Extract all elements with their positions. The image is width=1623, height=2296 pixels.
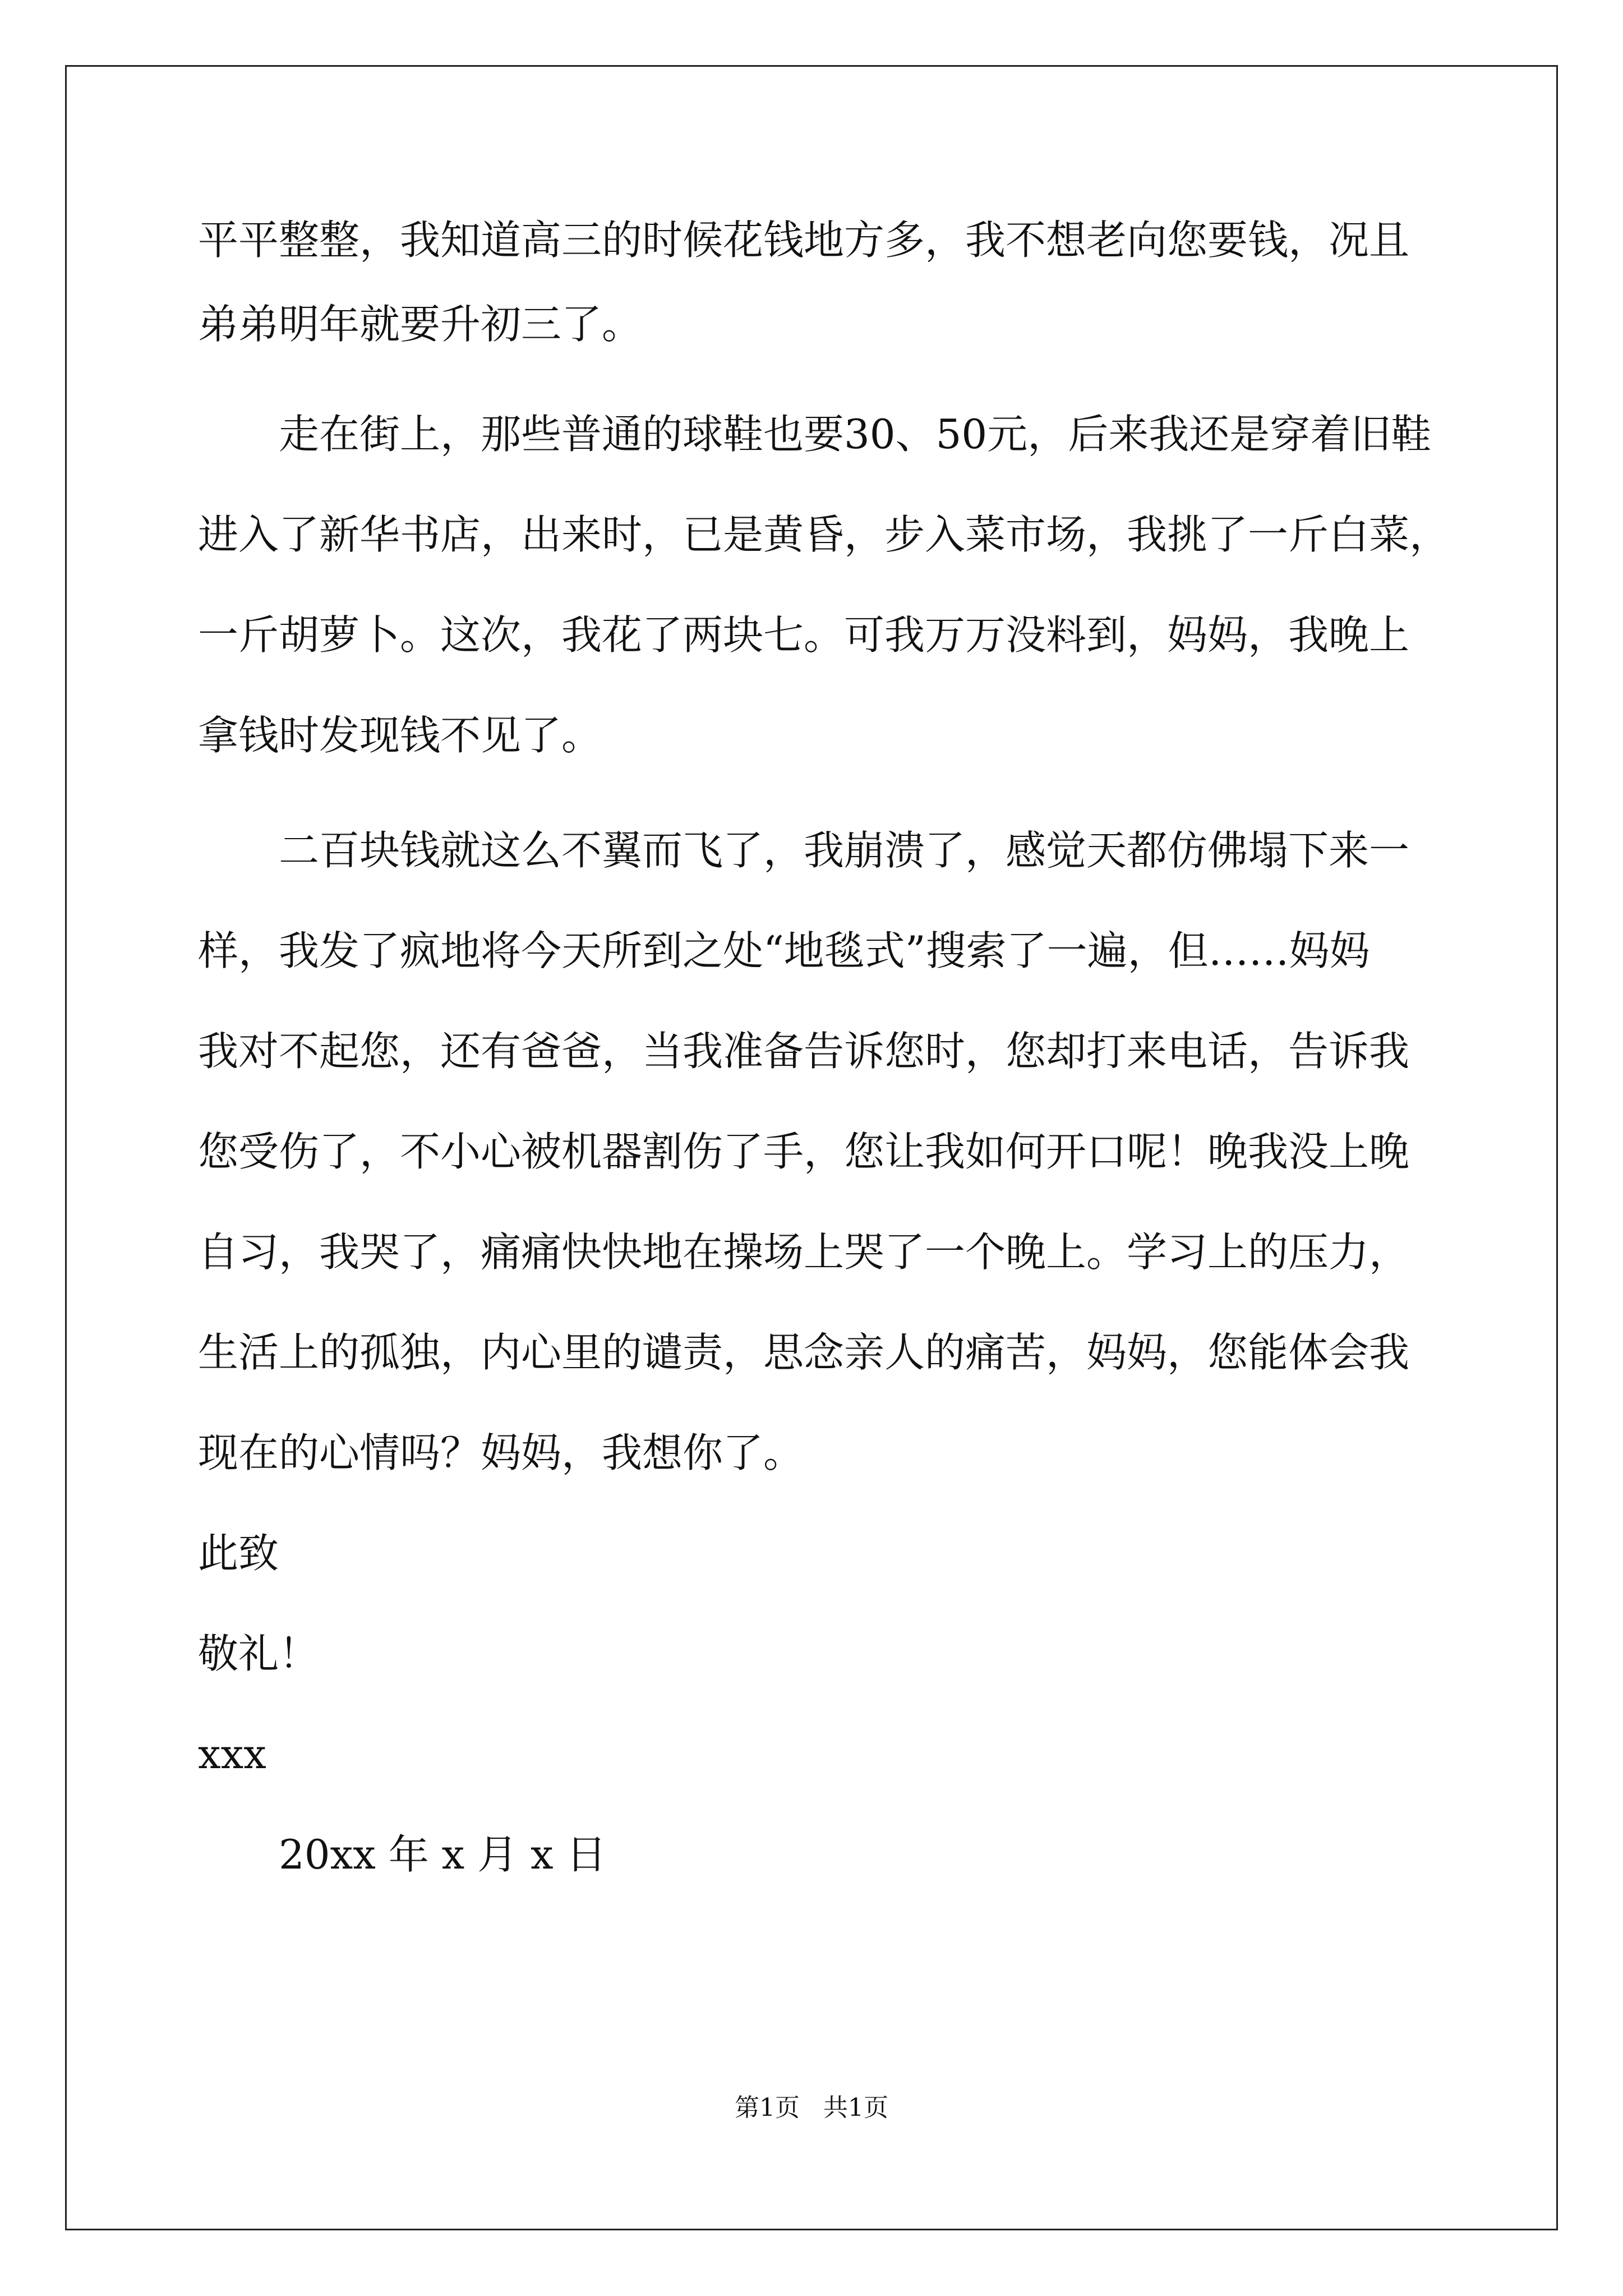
text-line: 拿钱时发现钱不见了。	[198, 712, 602, 759]
paragraph-start-line: 二百块钱就这么不翼而飞了，我崩溃了，感觉天都仿佛塌下来一	[279, 827, 1410, 874]
text-line: 自习，我哭了，痛痛快快地在操场上哭了一个晚上。学习上的压力，	[198, 1228, 1410, 1276]
paragraph-start-line: 走在街上，那些普通的球鞋也要30、50元，后来我还是穿着旧鞋	[279, 411, 1432, 458]
text-line: 您受伤了，不小心被机器割伤了手，您让我如何开口呢！晚我没上晚	[198, 1128, 1410, 1175]
text-line: 平平整整，我知道高三的时候花钱地方多，我不想老向您要钱，况且	[198, 217, 1410, 264]
salute-line: 敬礼！	[198, 1630, 320, 1677]
text-line: 我对不起您，还有爸爸，当我准备告诉您时，您却打来电话，告诉我	[198, 1028, 1410, 1075]
text-line: 一斤胡萝卜。这次，我花了两块七。可我万万没料到，妈妈，我晚上	[198, 611, 1410, 659]
text-line: 进入了新华书店，出来时，已是黄昏，步入菜市场，我挑了一斤白菜，	[198, 511, 1450, 558]
date-line: 20xx 年 x 月 x 日	[279, 1831, 607, 1878]
text-line: 现在的心情吗？妈妈，我想你了。	[198, 1429, 804, 1476]
signature: xxx	[198, 1731, 266, 1778]
text-line: 生活上的孤独，内心里的谴责，思念亲人的痛苦，妈妈，您能体会我	[198, 1329, 1410, 1376]
text-line: 样，我发了疯地将今天所到之处“地毯式”搜索了一遍，但……妈妈	[198, 927, 1370, 974]
text-line: 弟弟明年就要升初三了。	[198, 301, 643, 348]
closing-line: 此致	[198, 1530, 279, 1577]
page-number-footer: 第1页 共1页	[735, 2093, 888, 2122]
